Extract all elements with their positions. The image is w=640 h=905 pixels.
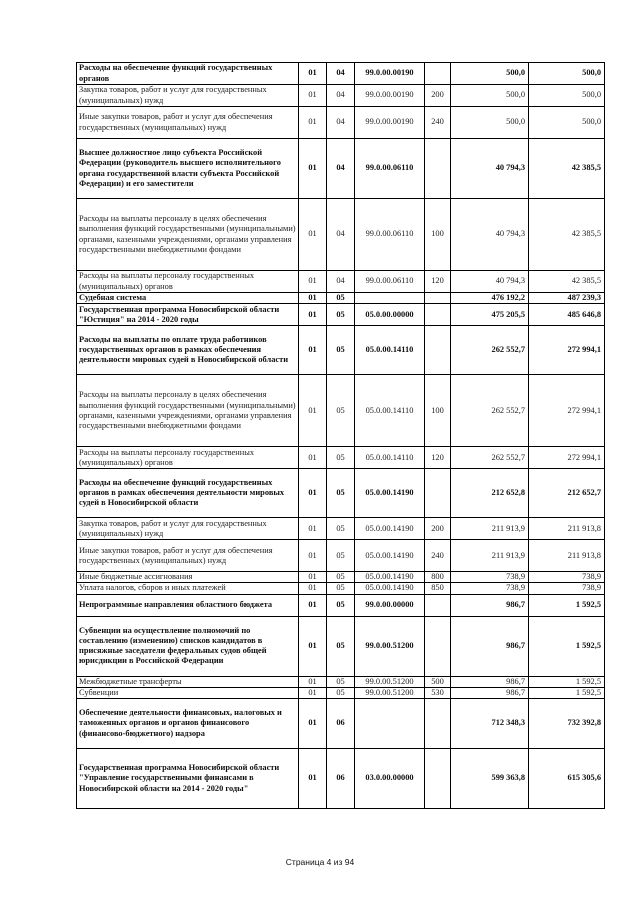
- amount-year2-cell: 1 592,5: [529, 616, 605, 676]
- target-article-cell: 05.0.00.14190: [355, 572, 425, 583]
- amount-year1-cell: 40 794,3: [451, 199, 529, 271]
- expense-name-cell: Государственная программа Новосибирской области "Управление государственными финансами в Новосибирской области на 2014 - 2020 годы": [77, 749, 299, 809]
- amount-year2-cell: 42 385,5: [529, 271, 605, 293]
- amount-year1-cell: 712 348,3: [451, 699, 529, 749]
- expense-name-cell: Субвенции: [77, 687, 299, 698]
- target-article-cell: 99.0.00.00190: [355, 63, 425, 85]
- target-article-cell: 99.0.00.00190: [355, 85, 425, 107]
- section-code-cell: 01: [299, 469, 327, 518]
- table-row: [77, 63, 605, 85]
- subsection-code-cell: 05: [327, 518, 355, 540]
- amount-year2-cell: 272 994,1: [529, 326, 605, 375]
- target-article-cell: 05.0.00.14190: [355, 583, 425, 594]
- expense-type-cell: 100: [425, 199, 451, 271]
- expense-type-cell: 240: [425, 540, 451, 572]
- target-article-cell: 05.0.00.14190: [355, 469, 425, 518]
- expense-name-cell: Расходы на выплаты персоналу государственных (муниципальных) органов: [77, 271, 299, 293]
- table-row: [77, 594, 605, 616]
- target-article-cell: 05.0.00.14110: [355, 447, 425, 469]
- target-article-cell: 99.0.00.51200: [355, 616, 425, 676]
- target-article-cell: 99.0.00.51200: [355, 687, 425, 698]
- section-code-cell: 01: [299, 583, 327, 594]
- target-article-cell: 99.0.00.06110: [355, 139, 425, 199]
- amount-year1-cell: 738,9: [451, 572, 529, 583]
- section-code-cell: 01: [299, 699, 327, 749]
- budget-table: [76, 62, 605, 809]
- subsection-code-cell: 04: [327, 63, 355, 85]
- subsection-code-cell: 04: [327, 271, 355, 293]
- expense-type-cell: 200: [425, 518, 451, 540]
- subsection-code-cell: 05: [327, 572, 355, 583]
- expense-type-cell: 800: [425, 572, 451, 583]
- table-row: [77, 687, 605, 698]
- expense-name-cell: Иные закупки товаров, работ и услуг для обеспечения государственных (муниципальных) нужд: [77, 540, 299, 572]
- expense-type-cell: [425, 594, 451, 616]
- subsection-code-cell: 05: [327, 687, 355, 698]
- section-code-cell: 01: [299, 616, 327, 676]
- amount-year2-cell: 211 913,8: [529, 518, 605, 540]
- table-row: [77, 699, 605, 749]
- amount-year2-cell: 487 239,3: [529, 293, 605, 304]
- expense-type-cell: 240: [425, 107, 451, 139]
- section-code-cell: 01: [299, 594, 327, 616]
- target-article-cell: 99.0.00.00000: [355, 594, 425, 616]
- expense-type-cell: [425, 326, 451, 375]
- table-row: [77, 447, 605, 469]
- table-row: [77, 375, 605, 447]
- section-code-cell: 01: [299, 139, 327, 199]
- expense-name-cell: Закупка товаров, работ и услуг для государственных (муниципальных) нужд: [77, 85, 299, 107]
- expense-type-cell: 850: [425, 583, 451, 594]
- expense-name-cell: Расходы на выплаты по оплате труда работников государственных органов в рамках обеспечения деятельности мировых судей в Новосибирской области: [77, 326, 299, 375]
- expense-name-cell: Расходы на выплаты персоналу в целях обеспечения выполнения функций государственными (муниципальными) органами, казенными учреждениями, органами управления государственными внебюджетными фондами: [77, 375, 299, 447]
- expense-type-cell: [425, 616, 451, 676]
- section-code-cell: 01: [299, 63, 327, 85]
- section-code-cell: 01: [299, 447, 327, 469]
- table-row: [77, 304, 605, 326]
- table-row: [77, 540, 605, 572]
- subsection-code-cell: 05: [327, 676, 355, 687]
- target-article-cell: 99.0.00.00190: [355, 107, 425, 139]
- amount-year1-cell: 212 652,8: [451, 469, 529, 518]
- table-row: [77, 107, 605, 139]
- section-code-cell: 01: [299, 676, 327, 687]
- budget-table-sheet: [76, 62, 604, 809]
- table-row: [77, 518, 605, 540]
- target-article-cell: [355, 699, 425, 749]
- expense-name-cell: Государственная программа Новосибирской области "Юстиция" на 2014 - 2020 годы: [77, 304, 299, 326]
- expense-type-cell: 120: [425, 271, 451, 293]
- subsection-code-cell: 05: [327, 304, 355, 326]
- table-row: [77, 469, 605, 518]
- subsection-code-cell: 04: [327, 199, 355, 271]
- expense-type-cell: 500: [425, 676, 451, 687]
- target-article-cell: 05.0.00.14110: [355, 326, 425, 375]
- table-row: [77, 293, 605, 304]
- amount-year2-cell: 732 392,8: [529, 699, 605, 749]
- expense-name-cell: Уплата налогов, сборов и иных платежей: [77, 583, 299, 594]
- amount-year1-cell: 986,7: [451, 676, 529, 687]
- section-code-cell: 01: [299, 749, 327, 809]
- target-article-cell: [355, 293, 425, 304]
- subsection-code-cell: 04: [327, 85, 355, 107]
- subsection-code-cell: 05: [327, 326, 355, 375]
- amount-year1-cell: 986,7: [451, 616, 529, 676]
- table-row: [77, 749, 605, 809]
- target-article-cell: 05.0.00.00000: [355, 304, 425, 326]
- amount-year1-cell: 476 192,2: [451, 293, 529, 304]
- target-article-cell: 05.0.00.14190: [355, 540, 425, 572]
- expense-name-cell: Расходы на выплаты персоналу государственных (муниципальных) органов: [77, 447, 299, 469]
- amount-year1-cell: 738,9: [451, 583, 529, 594]
- amount-year1-cell: 500,0: [451, 85, 529, 107]
- expense-type-cell: 120: [425, 447, 451, 469]
- expense-type-cell: [425, 469, 451, 518]
- expense-type-cell: [425, 139, 451, 199]
- amount-year1-cell: 986,7: [451, 687, 529, 698]
- table-row: [77, 676, 605, 687]
- amount-year2-cell: 615 305,6: [529, 749, 605, 809]
- expense-name-cell: Субвенции на осуществление полномочий по составлению (изменению) списков кандидатов в присяжные заседатели федеральных судов общей юрисдикции в Российской Федерации: [77, 616, 299, 676]
- section-code-cell: 01: [299, 540, 327, 572]
- table-row: [77, 139, 605, 199]
- expense-name-cell: Закупка товаров, работ и услуг для государственных (муниципальных) нужд: [77, 518, 299, 540]
- expense-type-cell: [425, 749, 451, 809]
- amount-year1-cell: 599 363,8: [451, 749, 529, 809]
- section-code-cell: 01: [299, 293, 327, 304]
- table-row: [77, 583, 605, 594]
- expense-type-cell: 200: [425, 85, 451, 107]
- amount-year2-cell: 738,9: [529, 583, 605, 594]
- subsection-code-cell: 04: [327, 139, 355, 199]
- amount-year2-cell: 1 592,5: [529, 676, 605, 687]
- target-article-cell: 03.0.00.00000: [355, 749, 425, 809]
- target-article-cell: 99.0.00.06110: [355, 199, 425, 271]
- subsection-code-cell: 06: [327, 749, 355, 809]
- amount-year1-cell: 262 552,7: [451, 326, 529, 375]
- amount-year1-cell: 500,0: [451, 63, 529, 85]
- expense-name-cell: Иные закупки товаров, работ и услуг для обеспечения государственных (муниципальных) нужд: [77, 107, 299, 139]
- table-row: [77, 326, 605, 375]
- subsection-code-cell: 06: [327, 699, 355, 749]
- subsection-code-cell: 04: [327, 107, 355, 139]
- table-row: [77, 572, 605, 583]
- section-code-cell: 01: [299, 85, 327, 107]
- amount-year1-cell: 986,7: [451, 594, 529, 616]
- subsection-code-cell: 05: [327, 447, 355, 469]
- amount-year2-cell: 272 994,1: [529, 447, 605, 469]
- amount-year1-cell: 211 913,9: [451, 518, 529, 540]
- subsection-code-cell: 05: [327, 375, 355, 447]
- amount-year1-cell: 500,0: [451, 107, 529, 139]
- expense-name-cell: Обеспечение деятельности финансовых, налоговых и таможенных органов и органов финансового (финансово-бюджетного) надзора: [77, 699, 299, 749]
- section-code-cell: 01: [299, 518, 327, 540]
- subsection-code-cell: 05: [327, 540, 355, 572]
- table-row: [77, 199, 605, 271]
- expense-name-cell: Высшее должностное лицо субъекта Российской Федерации (руководитель высшего исполнительного органа государственной власти субъекта Российской Федерации) и его заместители: [77, 139, 299, 199]
- expense-name-cell: Иные бюджетные ассигнования: [77, 572, 299, 583]
- amount-year1-cell: 262 552,7: [451, 447, 529, 469]
- amount-year2-cell: 212 652,7: [529, 469, 605, 518]
- amount-year2-cell: 211 913,8: [529, 540, 605, 572]
- table-row: [77, 85, 605, 107]
- target-article-cell: 05.0.00.14190: [355, 518, 425, 540]
- budget-table-body: [77, 63, 605, 809]
- subsection-code-cell: 05: [327, 616, 355, 676]
- amount-year1-cell: 40 794,3: [451, 271, 529, 293]
- expense-type-cell: [425, 699, 451, 749]
- page-footer: Страница 4 из 94: [285, 857, 355, 867]
- section-code-cell: 01: [299, 107, 327, 139]
- amount-year2-cell: 42 385,5: [529, 139, 605, 199]
- target-article-cell: 99.0.00.06110: [355, 271, 425, 293]
- expense-type-cell: 530: [425, 687, 451, 698]
- amount-year2-cell: 42 385,5: [529, 199, 605, 271]
- section-code-cell: 01: [299, 326, 327, 375]
- amount-year1-cell: 211 913,9: [451, 540, 529, 572]
- section-code-cell: 01: [299, 687, 327, 698]
- subsection-code-cell: 05: [327, 583, 355, 594]
- amount-year1-cell: 475 205,5: [451, 304, 529, 326]
- amount-year2-cell: 738,9: [529, 572, 605, 583]
- section-code-cell: 01: [299, 271, 327, 293]
- table-row: [77, 271, 605, 293]
- expense-type-cell: 100: [425, 375, 451, 447]
- amount-year2-cell: 1 592,5: [529, 594, 605, 616]
- expense-name-cell: Расходы на обеспечение функций государственных органов в рамках обеспечения деятельности мировых судей в Новосибирской области: [77, 469, 299, 518]
- amount-year2-cell: 1 592,5: [529, 687, 605, 698]
- section-code-cell: 01: [299, 199, 327, 271]
- amount-year2-cell: 500,0: [529, 63, 605, 85]
- expense-name-cell: Расходы на обеспечение функций государственных органов: [77, 63, 299, 85]
- expense-name-cell: Межбюджетные трансферты: [77, 676, 299, 687]
- target-article-cell: 05.0.00.14110: [355, 375, 425, 447]
- section-code-cell: 01: [299, 572, 327, 583]
- amount-year2-cell: 272 994,1: [529, 375, 605, 447]
- expense-name-cell: Непрограммные направления областного бюджета: [77, 594, 299, 616]
- amount-year2-cell: 500,0: [529, 107, 605, 139]
- section-code-cell: 01: [299, 304, 327, 326]
- amount-year2-cell: 485 646,8: [529, 304, 605, 326]
- expense-name-cell: Расходы на выплаты персоналу в целях обеспечения выполнения функций государственными (муниципальными) органами, казенными учреждениями, органами управления государственными внебюджетными фондами: [77, 199, 299, 271]
- subsection-code-cell: 05: [327, 594, 355, 616]
- amount-year1-cell: 40 794,3: [451, 139, 529, 199]
- expense-type-cell: [425, 293, 451, 304]
- subsection-code-cell: 05: [327, 469, 355, 518]
- subsection-code-cell: 05: [327, 293, 355, 304]
- table-row: [77, 616, 605, 676]
- amount-year2-cell: 500,0: [529, 85, 605, 107]
- section-code-cell: 01: [299, 375, 327, 447]
- target-article-cell: 99.0.00.51200: [355, 676, 425, 687]
- expense-name-cell: Судебная система: [77, 293, 299, 304]
- amount-year1-cell: 262 552,7: [451, 375, 529, 447]
- expense-type-cell: [425, 304, 451, 326]
- expense-type-cell: [425, 63, 451, 85]
